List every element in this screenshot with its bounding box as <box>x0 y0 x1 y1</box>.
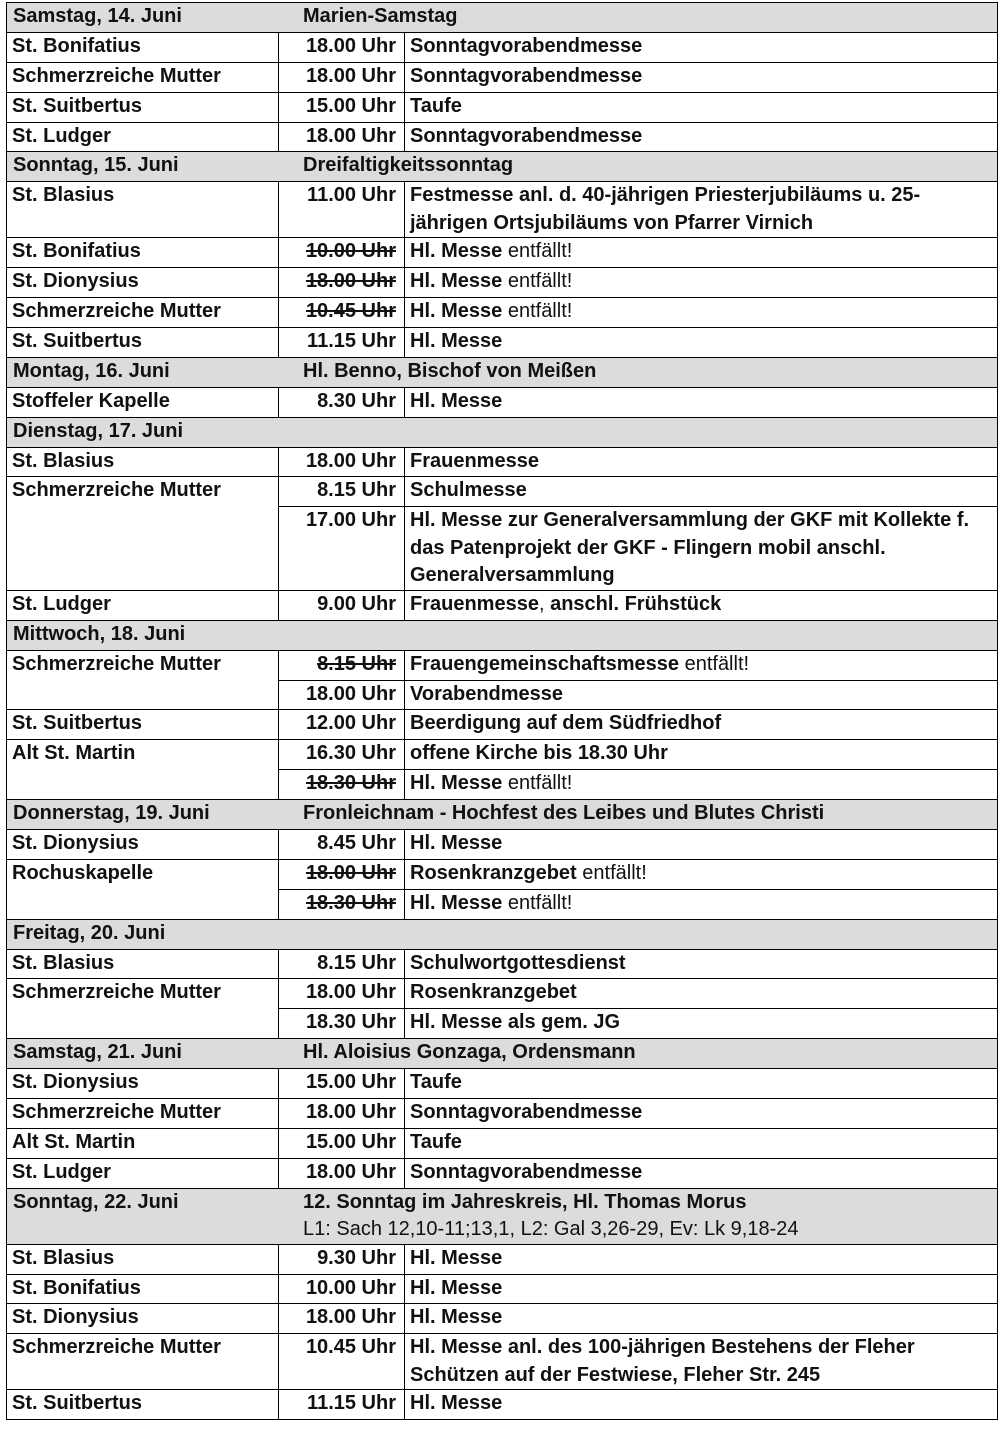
time-cell: 15.00 Uhr <box>279 1069 405 1099</box>
feast-label: Marien-Samstag <box>303 5 458 27</box>
table-row <box>7 328 998 358</box>
day-label: Freitag, 20. Juni <box>13 921 166 944</box>
event-cell <box>405 238 998 268</box>
location-cell: Stoffeler Kapelle <box>7 387 279 417</box>
event-text: Hl. Messe <box>410 270 503 293</box>
location-cell: Schmerzreiche Mutter <box>7 1334 279 1390</box>
table-row <box>7 770 998 800</box>
time-cell: 8.45 Uhr <box>279 829 405 859</box>
location-cell: Schmerzreiche Mutter <box>7 298 279 328</box>
time-cell: 16.30 Uhr <box>279 740 405 770</box>
time-cell: 15.00 Uhr <box>279 1128 405 1158</box>
table-row <box>7 889 998 919</box>
location-cell: St. Blasius <box>7 447 279 477</box>
day-header <box>7 357 998 387</box>
event-cell <box>405 650 998 680</box>
event-cell: Hl. Messe <box>405 1244 998 1274</box>
table-row <box>7 650 998 680</box>
location-cell: St. Ludger <box>7 590 279 620</box>
event-cell: Sonntagvorabendmesse <box>405 1158 998 1188</box>
event-text: Frauenmesse <box>410 592 539 615</box>
location-cell: St. Bonifatius <box>7 1274 279 1304</box>
event-cell: Taufe <box>405 1128 998 1158</box>
separator-text: , <box>538 592 545 615</box>
time-cell: 11.00 Uhr <box>279 182 405 238</box>
table-row <box>7 1334 998 1390</box>
location-cell: Alt St. Martin <box>7 1128 279 1158</box>
event-cell: Schulwortgottesdienst <box>405 949 998 979</box>
event-cell: Sonntagvorabendmesse <box>405 32 998 62</box>
table-row <box>7 680 998 710</box>
event-cell: Rosenkranzgebet <box>405 979 998 1009</box>
table-row <box>7 979 998 1009</box>
location-cell: St. Suitbertus <box>7 1390 279 1420</box>
event-cell: Hl. Messe zur Generalversammlung der GKF mit Kollekte f. das Patenprojekt der GKF - Flingern mobil anschl. Generalversammlung <box>405 507 998 591</box>
time-cell: 18.30 Uhr <box>279 1009 405 1039</box>
cancel-note: entfällt! <box>507 772 573 795</box>
event-text: anschl. Frühstück <box>550 592 722 615</box>
event-cell <box>405 859 998 889</box>
table-row <box>7 740 998 770</box>
time-cell: 18.00 Uhr <box>279 1158 405 1188</box>
feast-label: Fronleichnam - Hochfest des Leibes und Blutes Christi <box>303 802 825 825</box>
time-cell-cancelled: 18.30 Uhr <box>279 889 405 919</box>
location-cell: St. Blasius <box>7 182 279 238</box>
day-label: Donnerstag, 19. Juni <box>13 802 210 825</box>
table-row <box>7 1304 998 1334</box>
event-cell: Taufe <box>405 92 998 122</box>
time-cell: 18.00 Uhr <box>279 979 405 1009</box>
event-cell: Vorabendmesse <box>405 680 998 710</box>
time-cell: 8.15 Uhr <box>279 949 405 979</box>
location-cell <box>7 680 279 710</box>
time-cell: 18.00 Uhr <box>279 122 405 152</box>
event-cell: Sonntagvorabendmesse <box>405 1099 998 1129</box>
mass-schedule-table <box>6 2 998 1420</box>
day-label: Samstag, 21. Juni <box>13 1041 182 1064</box>
time-cell-cancelled: 18.30 Uhr <box>279 770 405 800</box>
event-cell: Sonntagvorabendmesse <box>405 122 998 152</box>
time-cell-cancelled: 10.45 Uhr <box>279 298 405 328</box>
event-cell: Beerdigung auf dem Südfriedhof <box>405 710 998 740</box>
event-cell: Hl. Messe als gem. JG <box>405 1009 998 1039</box>
time-cell: 17.00 Uhr <box>279 507 405 591</box>
time-cell-cancelled: 18.00 Uhr <box>279 859 405 889</box>
day-label: Samstag, 14. Juni <box>13 5 182 27</box>
time-cell-cancelled: 18.00 Uhr <box>279 268 405 298</box>
day-label: Montag, 16. Juni <box>13 359 170 382</box>
location-cell <box>7 507 279 591</box>
time-cell-cancelled: 8.15 Uhr <box>279 650 405 680</box>
table-row <box>7 1128 998 1158</box>
day-header <box>7 620 998 650</box>
time-cell: 11.15 Uhr <box>279 1390 405 1420</box>
event-cell <box>405 268 998 298</box>
day-header <box>7 1188 998 1244</box>
location-cell: St. Dionysius <box>7 829 279 859</box>
day-header <box>7 3 998 33</box>
day-header <box>7 800 998 830</box>
location-cell: Schmerzreiche Mutter <box>7 1099 279 1129</box>
location-cell: Rochuskapelle <box>7 859 279 889</box>
day-header-row <box>7 1188 998 1244</box>
table-row <box>7 949 998 979</box>
day-header <box>7 1039 998 1069</box>
table-row <box>7 710 998 740</box>
table-row <box>7 122 998 152</box>
table-row <box>7 1274 998 1304</box>
event-cell: Sonntagvorabendmesse <box>405 62 998 92</box>
time-cell: 9.00 Uhr <box>279 590 405 620</box>
table-row <box>7 859 998 889</box>
day-header <box>7 152 998 182</box>
table-row <box>7 477 998 507</box>
event-cell: Hl. Messe <box>405 328 998 358</box>
event-cell <box>405 298 998 328</box>
time-cell: 8.15 Uhr <box>279 477 405 507</box>
day-header-row <box>7 800 998 830</box>
cancel-note: entfällt! <box>507 240 573 263</box>
time-cell: 18.00 Uhr <box>279 1304 405 1334</box>
table-row <box>7 92 998 122</box>
event-cell: Hl. Messe anl. des 100-jährigen Bestehens der Fleher Schützen auf der Festwiese, Fleher Str. 245 <box>405 1334 998 1390</box>
day-header-row <box>7 919 998 949</box>
cancel-note: entfällt! <box>582 861 647 884</box>
day-label: Sonntag, 15. Juni <box>13 154 179 177</box>
day-label: Sonntag, 22. Juni <box>13 1190 179 1213</box>
location-cell: St. Bonifatius <box>7 32 279 62</box>
day-header-row <box>7 3 998 33</box>
feast-label: Hl. Aloisius Gonzaga, Ordensmann <box>303 1041 636 1064</box>
time-cell: 18.00 Uhr <box>279 62 405 92</box>
event-cell <box>405 889 998 919</box>
table-row <box>7 447 998 477</box>
time-cell-cancelled: 10.00 Uhr <box>279 238 405 268</box>
event-cell <box>405 590 998 620</box>
event-cell: Hl. Messe <box>405 1390 998 1420</box>
day-header-row <box>7 357 998 387</box>
location-cell: Schmerzreiche Mutter <box>7 62 279 92</box>
event-cell: Festmesse anl. d. 40-jährigen Priesterjubiläums u. 25-jährigen Ortsjubiläums von Pfarrer Virnich <box>405 182 998 238</box>
time-cell: 18.00 Uhr <box>279 680 405 710</box>
event-cell: Hl. Messe <box>405 1304 998 1334</box>
event-cell: Frauenmesse <box>405 447 998 477</box>
time-cell: 15.00 Uhr <box>279 92 405 122</box>
time-cell: 10.00 Uhr <box>279 1274 405 1304</box>
cancel-note: entfällt! <box>507 300 573 323</box>
time-cell: 8.30 Uhr <box>279 387 405 417</box>
location-cell: St. Suitbertus <box>7 92 279 122</box>
day-header-row <box>7 152 998 182</box>
day-label: Dienstag, 17. Juni <box>13 419 184 442</box>
event-cell: Hl. Messe <box>405 387 998 417</box>
location-cell: Schmerzreiche Mutter <box>7 477 279 507</box>
event-text: Hl. Messe <box>410 772 503 795</box>
location-cell: St. Suitbertus <box>7 328 279 358</box>
cancel-note: entfällt! <box>507 891 573 914</box>
location-cell <box>7 770 279 800</box>
location-cell: St. Ludger <box>7 1158 279 1188</box>
table-row <box>7 1158 998 1188</box>
event-text: Frauengemeinschaftsmesse <box>410 652 680 675</box>
location-cell: St. Dionysius <box>7 1069 279 1099</box>
table-row <box>7 1099 998 1129</box>
table-row <box>7 268 998 298</box>
table-row <box>7 32 998 62</box>
readings-text: L1: Sach 12,10-11;13,1, L2: Gal 3,26-29, Ev: Lk 9,18-24 <box>303 1218 799 1241</box>
table-row <box>7 507 998 591</box>
table-row <box>7 1390 998 1420</box>
feast-block <box>303 1189 799 1244</box>
time-cell: 9.30 Uhr <box>279 1244 405 1274</box>
location-cell: St. Blasius <box>7 949 279 979</box>
event-cell: Hl. Messe <box>405 829 998 859</box>
table-row <box>7 1009 998 1039</box>
event-cell: Schulmesse <box>405 477 998 507</box>
day-header-row <box>7 1039 998 1069</box>
location-cell <box>7 1009 279 1039</box>
time-cell: 12.00 Uhr <box>279 710 405 740</box>
day-header-row <box>7 417 998 447</box>
table-row <box>7 829 998 859</box>
feast-label: Hl. Benno, Bischof von Meißen <box>303 359 597 382</box>
event-cell: offene Kirche bis 18.30 Uhr <box>405 740 998 770</box>
time-cell: 18.00 Uhr <box>279 1099 405 1129</box>
time-cell: 18.00 Uhr <box>279 32 405 62</box>
event-cell: Hl. Messe <box>405 1274 998 1304</box>
location-cell: St. Suitbertus <box>7 710 279 740</box>
day-header <box>7 919 998 949</box>
table-row <box>7 387 998 417</box>
location-cell: St. Bonifatius <box>7 238 279 268</box>
location-cell <box>7 889 279 919</box>
time-cell: 10.45 Uhr <box>279 1334 405 1390</box>
event-cell: Taufe <box>405 1069 998 1099</box>
event-cell <box>405 770 998 800</box>
location-cell: Schmerzreiche Mutter <box>7 650 279 680</box>
location-cell: Alt St. Martin <box>7 740 279 770</box>
table-row <box>7 62 998 92</box>
table-row <box>7 182 998 238</box>
day-header <box>7 417 998 447</box>
feast-label: Dreifaltigkeitssonntag <box>303 154 514 177</box>
location-cell: St. Ludger <box>7 122 279 152</box>
table-row <box>7 590 998 620</box>
location-cell: St. Blasius <box>7 1244 279 1274</box>
location-cell: St. Dionysius <box>7 268 279 298</box>
location-cell: St. Dionysius <box>7 1304 279 1334</box>
event-text: Rosenkranzgebet <box>410 861 577 884</box>
table-row <box>7 238 998 268</box>
day-header-row <box>7 620 998 650</box>
feast-label: 12. Sonntag im Jahreskreis, Hl. Thomas Morus <box>303 1190 747 1213</box>
time-cell: 11.15 Uhr <box>279 328 405 358</box>
cancel-note: entfällt! <box>507 270 573 293</box>
table-row <box>7 1069 998 1099</box>
location-cell: Schmerzreiche Mutter <box>7 979 279 1009</box>
event-text: Hl. Messe <box>410 891 503 914</box>
time-cell: 18.00 Uhr <box>279 447 405 477</box>
table-row <box>7 1244 998 1274</box>
event-text: Hl. Messe <box>410 240 503 263</box>
cancel-note: entfällt! <box>684 652 750 675</box>
event-text: Hl. Messe <box>410 300 503 323</box>
day-label: Mittwoch, 18. Juni <box>13 622 186 645</box>
table-row <box>7 298 998 328</box>
